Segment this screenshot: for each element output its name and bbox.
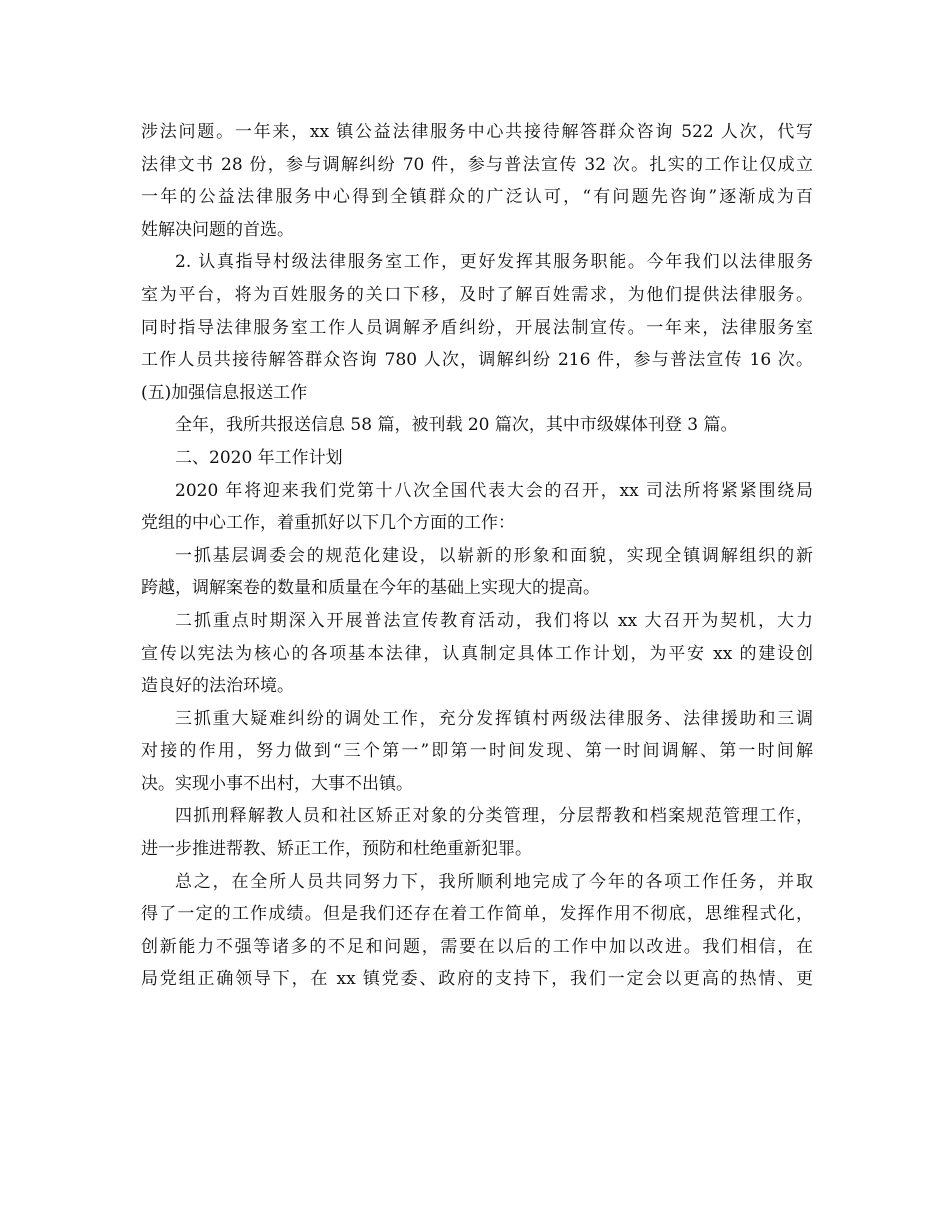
text-line: 姓解决问题的首选。 — [141, 219, 294, 240]
text-line: 创新能力不强等诸多的不足和问题，需要在以后的工作中加以改进。我们相信，在 — [141, 936, 813, 957]
text-line: 一年的公益法律服务中心得到全镇群众的广泛认可，“有问题先咨询”逐渐成为百 — [141, 187, 813, 208]
text-line: 2020 年将迎来我们党第十八次全国代表大会的召开，xx 司法所将紧紧围绕局 — [175, 480, 813, 501]
text-line: 二抓重点时期深入开展普法宣传教育活动，我们将以 xx 大召开为契机，大力 — [175, 610, 813, 631]
text-line: 进一步推进帮教、矫正工作，预防和杜绝重新犯罪。 — [141, 839, 532, 860]
text-line: 得了一定的工作成绩。但是我们还存在着工作简单，发挥作用不彻底，思维程式化， — [141, 904, 813, 925]
text-line: 全年，我所共报送信息 58 篇，被刊载 20 篇次，其中市级媒体刊登 3 篇。 — [175, 415, 738, 436]
document-body — [141, 116, 813, 996]
text-line: 局党组正确领导下，在 xx 镇党委、政府的支持下，我们一定会以更高的热情、更 — [141, 969, 813, 990]
text-line: 四抓刑释解教人员和社区矫正对象的分类管理，分层帮教和档案规范管理工作， — [175, 806, 813, 827]
section-heading: (五)加强信息报送工作 — [141, 382, 308, 403]
text-line: 法律文书 28 份，参与调解纠纷 70 件，参与普法宣传 32 次。扎实的工作让仅成立 — [141, 154, 813, 175]
text-line: 党组的中心工作，着重抓好以下几个方面的工作： — [141, 513, 515, 534]
text-line: 同时指导法律服务室工作人员调解矛盾纠纷，开展法制宣传。一年来，法律服务室 — [141, 317, 813, 338]
text-line: 室为平台，将为百姓服务的关口下移，及时了解百姓需求，为他们提供法律服务。 — [141, 284, 813, 305]
text-line: 总之，在全所人员共同努力下，我所顺利地完成了今年的各项工作任务，并取 — [175, 871, 813, 892]
text-line: 跨越，调解案卷的数量和质量在今年的基础上实现大的提高。 — [141, 578, 600, 599]
text-line: 2. 认真指导村级法律服务室工作，更好发挥其服务职能。今年我们以法律服务 — [175, 252, 813, 273]
text-line: 宣传以宪法为核心的各项基本法律，认真制定具体工作计划，为平安 xx 的建设创 — [141, 643, 813, 664]
text-line: 决。实现小事不出村，大事不出镇。 — [141, 773, 413, 794]
text-line: 涉法问题。一年来，xx 镇公益法律服务中心共接待解答群众咨询 522 人次，代写 — [141, 122, 813, 142]
text-line: 造良好的法治环境。 — [141, 676, 294, 697]
text-line: 对接的作用，努力做到“三个第一”即第一时间发现、第一时间调解、第一时间解 — [141, 741, 813, 762]
text-line: 三抓重大疑难纠纷的调处工作，充分发挥镇村两级法律服务、法律援助和三调 — [175, 708, 813, 729]
text-line: 一抓基层调委会的规范化建设，以崭新的形象和面貌，实现全镇调解组织的新 — [175, 545, 813, 566]
text-line: 工作人员共接待解答群众咨询 780 人次，调解纠纷 216 件，参与普法宣传 16 次。 — [141, 350, 813, 371]
section-heading: 二、2020 年工作计划 — [175, 447, 343, 468]
